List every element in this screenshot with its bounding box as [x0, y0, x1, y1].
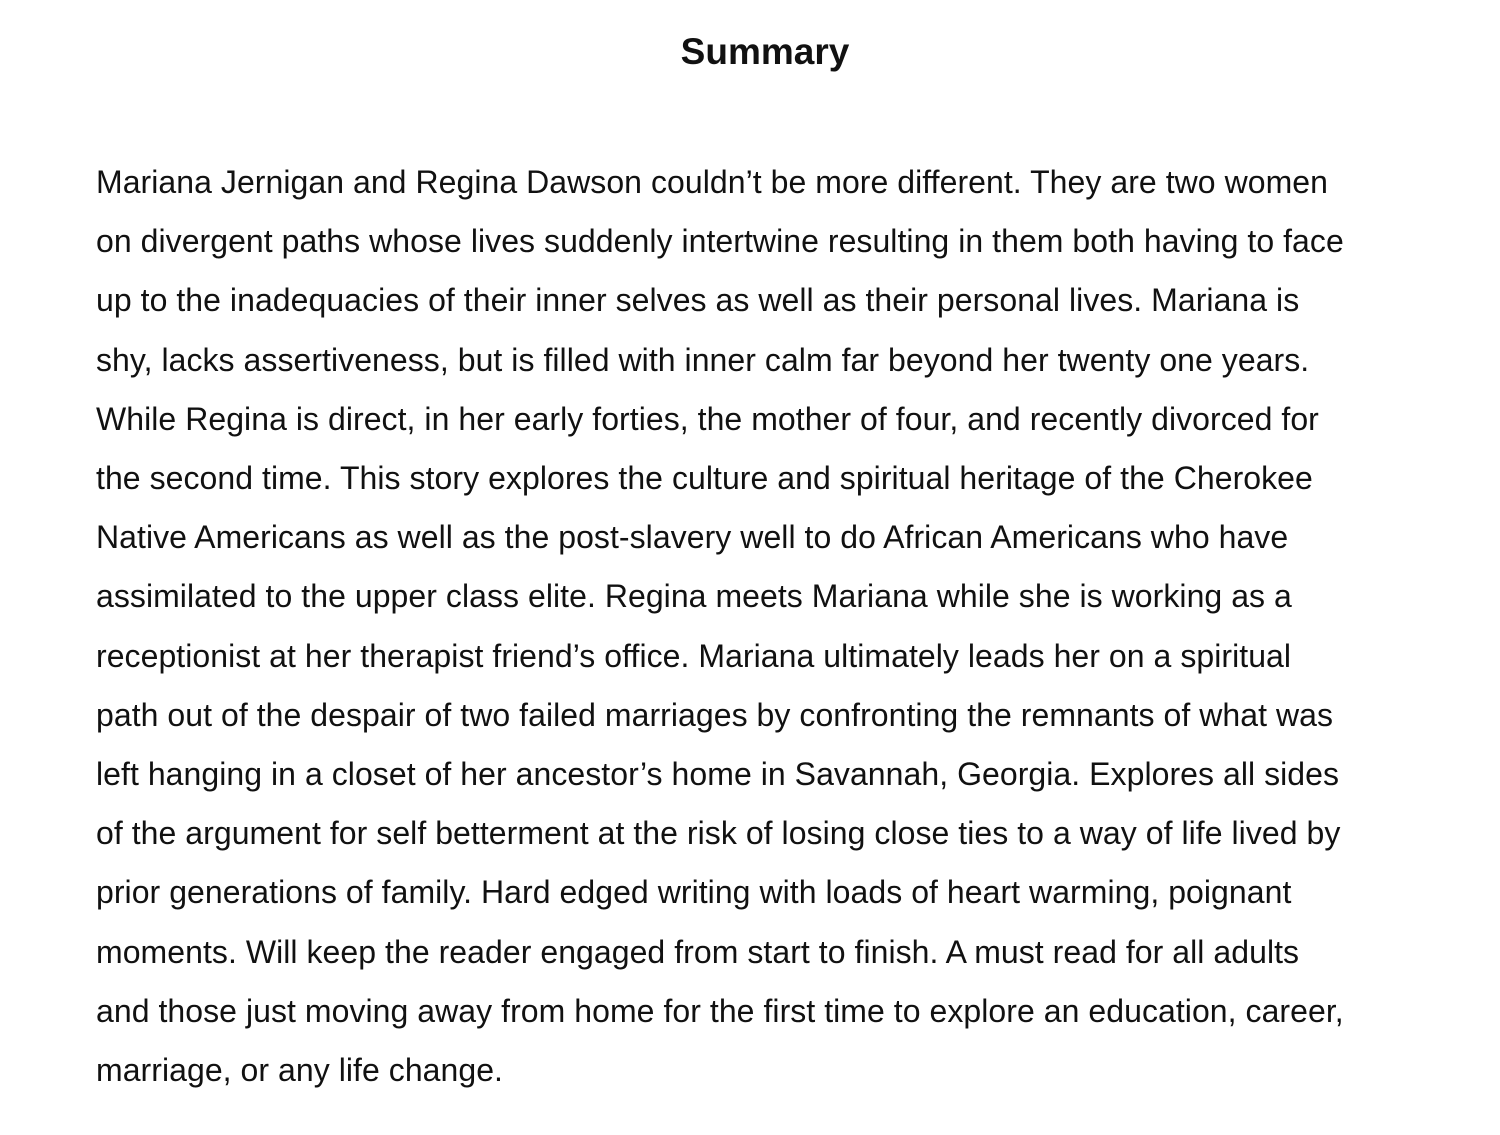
paragraph-line: Native Americans as well as the post-slavery well to do African Americans who have — [96, 519, 1289, 556]
paragraph-line: and those just moving away from home for the first time to explore an education, career, — [96, 992, 1344, 1029]
paragraph-line: path out of the despair of two failed marriages by confronting the remnants of what was — [96, 696, 1334, 733]
paragraph-line: left hanging in a closet of her ancestor’s home in Savannah, Georgia. Explores all sides — [96, 756, 1340, 793]
paragraph-line: receptionist at her therapist friend’s office. Mariana ultimately leads her on a spiritual — [96, 637, 1292, 674]
paragraph-line: prior generations of family. Hard edged writing with loads of heart warming, poignant — [96, 874, 1292, 911]
paragraph-line: moments. Will keep the reader engaged from start to finish. A must read for all adults — [96, 933, 1300, 970]
paragraph-line: While Regina is direct, in her early forties, the mother of four, and recently divorced for — [96, 400, 1319, 437]
paragraph-line: of the argument for self betterment at the risk of losing close ties to a way of life lived by — [96, 815, 1341, 852]
paragraph-line: shy, lacks assertiveness, but is filled with inner calm far beyond her twenty one years. — [96, 341, 1310, 378]
summary-paragraph — [96, 153, 1476, 1100]
paragraph-line: Mariana Jernigan and Regina Dawson couldn’t be more different. They are two women — [96, 164, 1329, 200]
paragraph-line: marriage, or any life change. — [96, 1052, 503, 1089]
page-title: Summary — [680, 31, 850, 72]
paragraph-line: the second time. This story explores the culture and spiritual heritage of the Cherokee — [96, 460, 1313, 497]
paragraph-line: assimilated to the upper class elite. Regina meets Mariana while she is working as a — [96, 578, 1292, 615]
paragraph-line: up to the inadequacies of their inner selves as well as their personal lives. Mariana is — [96, 282, 1300, 319]
paragraph-line: on divergent paths whose lives suddenly intertwine resulting in them both having to face — [96, 223, 1344, 260]
